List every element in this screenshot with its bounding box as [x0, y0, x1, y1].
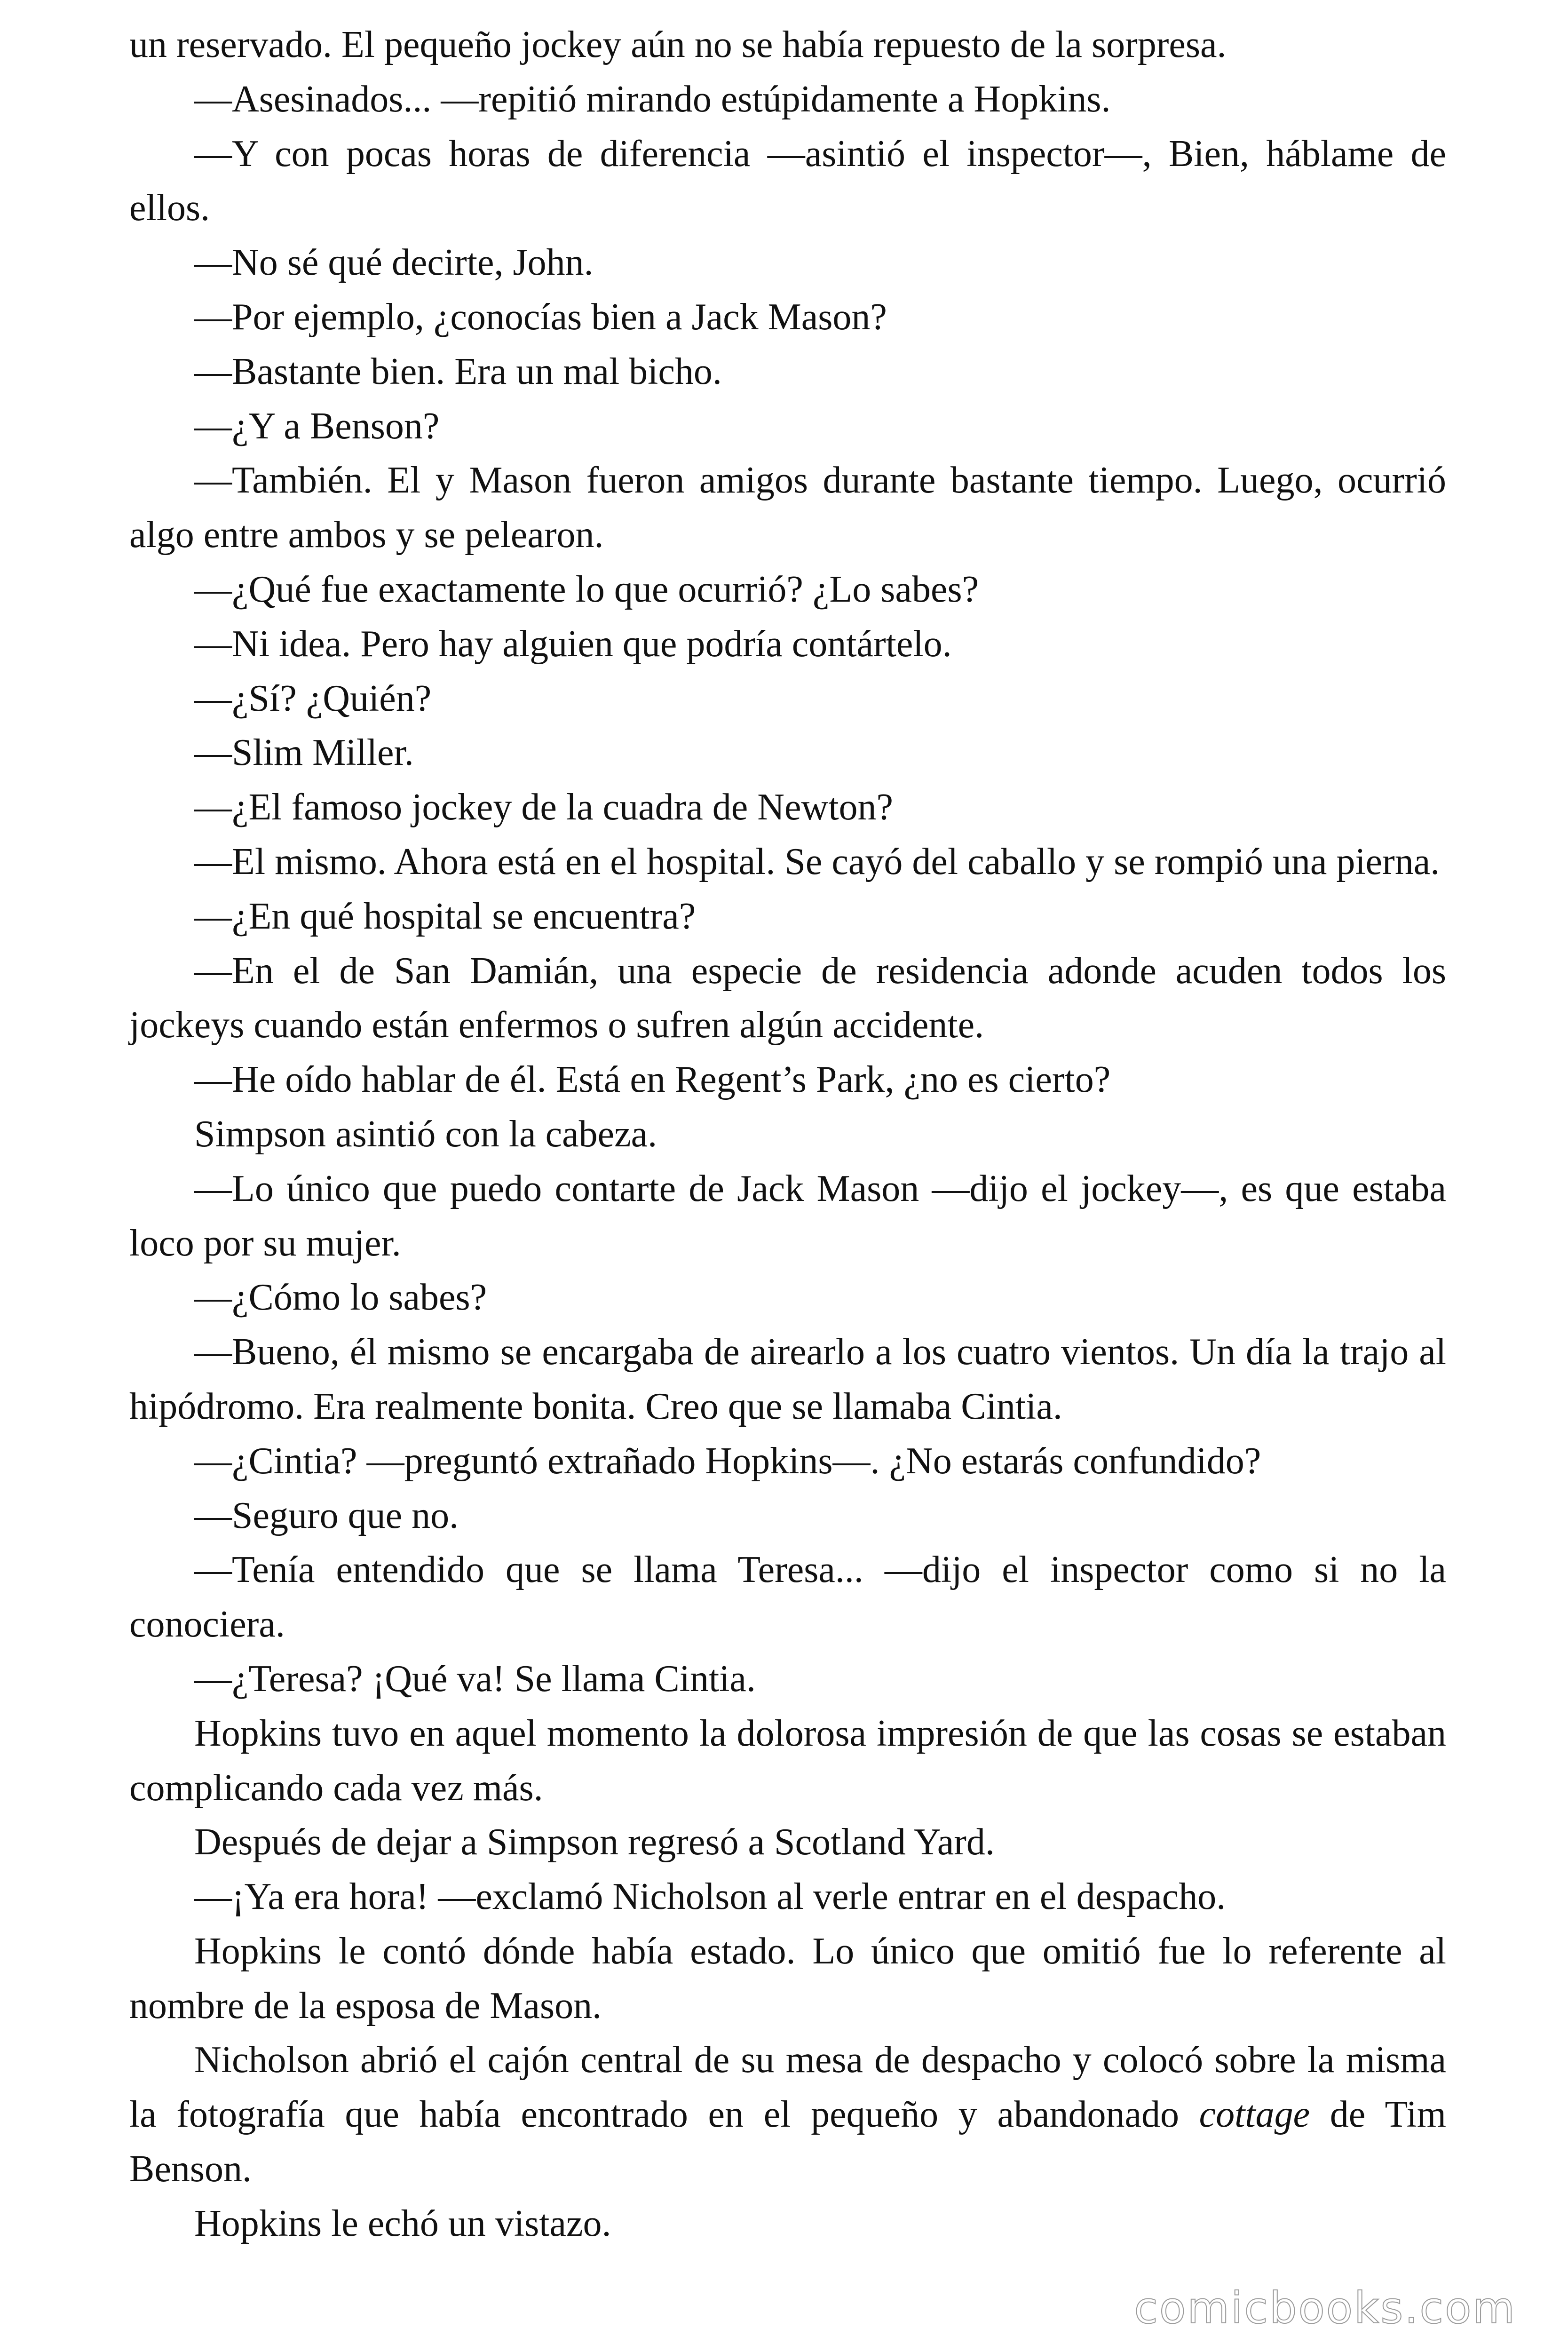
paragraph: —En el de San Damián, una especie de residencia adonde acuden todos los jockeys cuando están enfermos o sufren algún accidente. [129, 950, 1446, 1046]
paragraph: —Lo único que puedo contarte de Jack Mason —dijo el jockey—, es que estaba loco por su mujer. [129, 1168, 1446, 1264]
paragraph: Hopkins le contó dónde había estado. Lo único que omitió fue lo referente al nombre de la esposa de Mason. [129, 1930, 1446, 2026]
paragraph: —¿Sí? ¿Quién? [194, 677, 432, 719]
paragraph: —Asesinados... —repitió mirando estúpidamente a Hopkins. [194, 78, 1111, 120]
paragraph: —Bueno, él mismo se encargaba de airearlo a los cuatro vientos. Un día la trajo al hipódromo. Era realmente bonita. Creo que se llamaba Cintia. [129, 1331, 1446, 1427]
paragraph: —¿El famoso jockey de la cuadra de Newton? [194, 787, 894, 828]
paragraph: —También. El y Mason fueron amigos durante bastante tiempo. Luego, ocurrió algo entre ambos y se pelearon. [129, 460, 1446, 556]
paragraph: —¿Teresa? ¡Qué va! Se llama Cintia. [194, 1658, 756, 1700]
watermark: comicbooks.com [1134, 2283, 1516, 2333]
paragraph-with-italic [129, 2033, 1446, 2196]
paragraph: —¿Cintia? —preguntó extrañado Hopkins—. ¿No estarás confundido? [194, 1440, 1261, 1482]
paragraph: —¡Ya era hora! —exclamó Nicholson al verle entrar en el despacho. [194, 1876, 1226, 1918]
paragraph: —Seguro que no. [194, 1494, 459, 1536]
paragraph: —¿Cómo lo sabes? [194, 1277, 487, 1319]
italic-word: cottage [1199, 2094, 1310, 2136]
page-text [129, 18, 1446, 2251]
paragraph-text: Nicholson abrió el cajón central de su mesa de despacho y colocó sobre la misma la fotografía que había encontrado en el pequeño y abandonado [129, 2039, 1446, 2136]
paragraph: —¿Y a Benson? [194, 405, 440, 447]
paragraph: —Ni idea. Pero hay alguien que podría contártelo. [194, 623, 952, 665]
paragraph: —Bastante bien. Era un mal bicho. [194, 350, 722, 392]
paragraph: Después de dejar a Simpson regresó a Scotland Yard. [194, 1821, 995, 1863]
paragraph: Simpson asintió con la cabeza. [194, 1113, 657, 1155]
paragraph: —Slim Miller. [194, 732, 414, 774]
paragraph-text-end: de Tim Benson. [129, 2094, 1447, 2190]
paragraph: —No sé qué decirte, John. [194, 242, 594, 284]
paragraph: —¿Qué fue exactamente lo que ocurrió? ¿Lo sabes? [194, 568, 979, 610]
paragraph: —Por ejemplo, ¿conocías bien a Jack Mason? [194, 296, 887, 338]
paragraph: Hopkins tuvo en aquel momento la dolorosa impresión de que las cosas se estaban complicando cada vez más. [129, 1712, 1446, 1809]
paragraph: un reservado. El pequeño jockey aún no se había repuesto de la sorpresa. [129, 24, 1227, 65]
paragraph: —Y con pocas horas de diferencia —asintió el inspector—, Bien, háblame de ellos. [129, 133, 1446, 229]
paragraph: —El mismo. Ahora está en el hospital. Se cayó del caballo y se rompió una pierna. [194, 841, 1440, 882]
paragraph: —Tenía entendido que se llama Teresa... —dijo el inspector como si no la conociera. [129, 1549, 1446, 1645]
paragraph: —¿En qué hospital se encuentra? [194, 895, 696, 937]
paragraph: —He oído hablar de él. Está en Regent’s Park, ¿no es cierto? [194, 1059, 1111, 1101]
paragraph: Hopkins le echó un vistazo. [194, 2202, 611, 2244]
